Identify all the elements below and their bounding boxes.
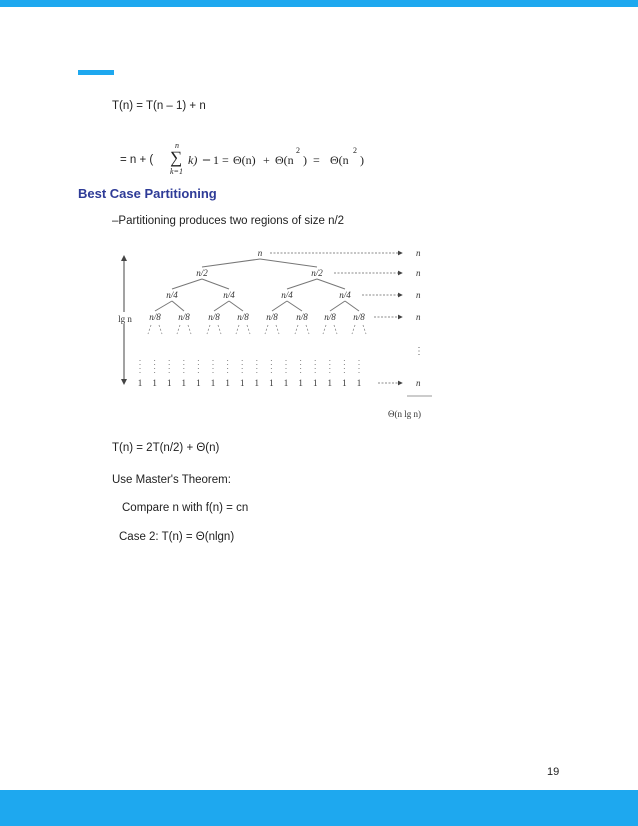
one-equals: 1 = bbox=[213, 153, 229, 167]
tree-node: n/8 bbox=[296, 312, 308, 322]
tree-edge bbox=[172, 301, 184, 311]
tree-stub bbox=[323, 325, 326, 334]
tree-node: n/4 bbox=[223, 290, 235, 300]
tree-stub bbox=[218, 325, 221, 334]
best-case-recurrence: T(n) = 2T(n/2) + Θ(n) bbox=[112, 442, 220, 454]
theta-n: Θ(n) bbox=[233, 153, 256, 167]
row-cost: n bbox=[416, 268, 421, 278]
exponent-2-a: 2 bbox=[296, 146, 300, 155]
tree-edge bbox=[214, 301, 229, 311]
minus-sign: – bbox=[203, 152, 210, 167]
tree-stub bbox=[276, 325, 279, 334]
height-label: lg n bbox=[118, 314, 132, 324]
tree-node: n/2 bbox=[196, 268, 208, 278]
tree-node: n/8 bbox=[324, 312, 336, 322]
tree-edge bbox=[202, 259, 260, 267]
bottom-banner bbox=[0, 790, 638, 826]
vertical-ellipsis: ⋮ bbox=[414, 346, 424, 357]
tree-edge bbox=[330, 301, 345, 311]
tree-stub bbox=[247, 325, 250, 334]
equals-sign: = bbox=[313, 153, 320, 167]
partition-note: –Partitioning produces two regions of size n/2 bbox=[112, 215, 345, 227]
tree-edge bbox=[287, 279, 317, 289]
plus-sign: + bbox=[263, 153, 270, 167]
tree-node: n/8 bbox=[353, 312, 365, 322]
close-paren-a: ) bbox=[303, 153, 307, 167]
expansion-prefix: = n + ( bbox=[120, 154, 154, 166]
theta-n-squared-b: Θ(n bbox=[330, 153, 349, 167]
case-2-line: Case 2: T(n) = Θ(nlgn) bbox=[119, 531, 235, 543]
tree-node: n/4 bbox=[281, 290, 293, 300]
tree-node: n/4 bbox=[339, 290, 351, 300]
leaf-node: 1 bbox=[196, 378, 201, 388]
tree-stub bbox=[148, 325, 151, 334]
tree-stub bbox=[177, 325, 180, 334]
tree-edge bbox=[202, 279, 229, 289]
page-number: 19 bbox=[547, 766, 560, 778]
tree-stub bbox=[188, 325, 191, 334]
compare-line: Compare n with f(n) = cn bbox=[122, 502, 249, 514]
leaf-node: 1 bbox=[298, 378, 303, 388]
tree-edge bbox=[172, 279, 202, 289]
tree-edge bbox=[155, 301, 172, 311]
row-cost: n bbox=[416, 248, 421, 258]
theta-n-squared-a: Θ(n bbox=[275, 153, 294, 167]
leaf-node: 1 bbox=[210, 378, 216, 388]
leaf-node: 1 bbox=[254, 378, 260, 388]
leaf-node: 1 bbox=[152, 378, 157, 388]
leaf-node: 1 bbox=[356, 378, 362, 388]
tree-stub bbox=[295, 325, 298, 334]
sum-term: k) bbox=[188, 153, 198, 167]
sum-symbol: ∑ bbox=[170, 148, 183, 167]
row-cost: n bbox=[416, 290, 421, 300]
tree-edge bbox=[229, 301, 243, 311]
tree-stub bbox=[334, 325, 337, 334]
tree-edge bbox=[260, 259, 317, 267]
tree-stub bbox=[352, 325, 355, 334]
leaf-node: 1 bbox=[239, 378, 245, 388]
tree-node: n/4 bbox=[166, 290, 178, 300]
tree-node: n/8 bbox=[208, 312, 220, 322]
section-heading: Best Case Partitioning bbox=[78, 186, 217, 201]
tree-stub bbox=[236, 325, 239, 334]
tree-stub bbox=[363, 325, 366, 334]
exponent-2-b: 2 bbox=[353, 146, 357, 155]
recursion-tree-figure bbox=[112, 236, 442, 426]
tree-stub bbox=[159, 325, 162, 334]
leaf-node: 1 bbox=[166, 378, 172, 388]
tree-edge bbox=[272, 301, 287, 311]
tree-node: n/8 bbox=[266, 312, 278, 322]
tree-edge bbox=[287, 301, 302, 311]
master-theorem-line: Use Master's Theorem: bbox=[112, 474, 231, 486]
row-cost: n bbox=[416, 378, 421, 388]
leaf-node: 1 bbox=[312, 378, 318, 388]
tree-edge bbox=[345, 301, 359, 311]
sum-upper-limit: n bbox=[175, 141, 179, 150]
leaf-node: 1 bbox=[327, 378, 333, 388]
sum-lower-limit: k=1 bbox=[170, 167, 183, 176]
tree-node: n/2 bbox=[311, 268, 323, 278]
tree-stub bbox=[265, 325, 268, 334]
tree-total: Θ(n lg n) bbox=[388, 409, 421, 419]
leaf-node: 1 bbox=[283, 378, 289, 388]
tree-node: n/8 bbox=[178, 312, 190, 322]
tree-stub bbox=[207, 325, 210, 334]
accent-bar bbox=[78, 70, 114, 75]
close-paren-b: ) bbox=[360, 153, 364, 167]
leaf-node: 1 bbox=[225, 378, 230, 388]
worst-case-recurrence: T(n) = T(n – 1) + n bbox=[112, 100, 206, 112]
leaf-node: 1 bbox=[137, 378, 143, 388]
tree-stub bbox=[306, 325, 309, 334]
tree-node: n/8 bbox=[149, 312, 161, 322]
leaf-node: 1 bbox=[269, 378, 274, 388]
row-cost: n bbox=[416, 312, 421, 322]
tree-node: n/8 bbox=[237, 312, 249, 322]
leaf-node: 1 bbox=[342, 378, 347, 388]
leaf-node: 1 bbox=[181, 378, 187, 388]
tree-edge bbox=[317, 279, 345, 289]
tree-node: n bbox=[257, 248, 263, 258]
top-banner bbox=[0, 0, 638, 7]
